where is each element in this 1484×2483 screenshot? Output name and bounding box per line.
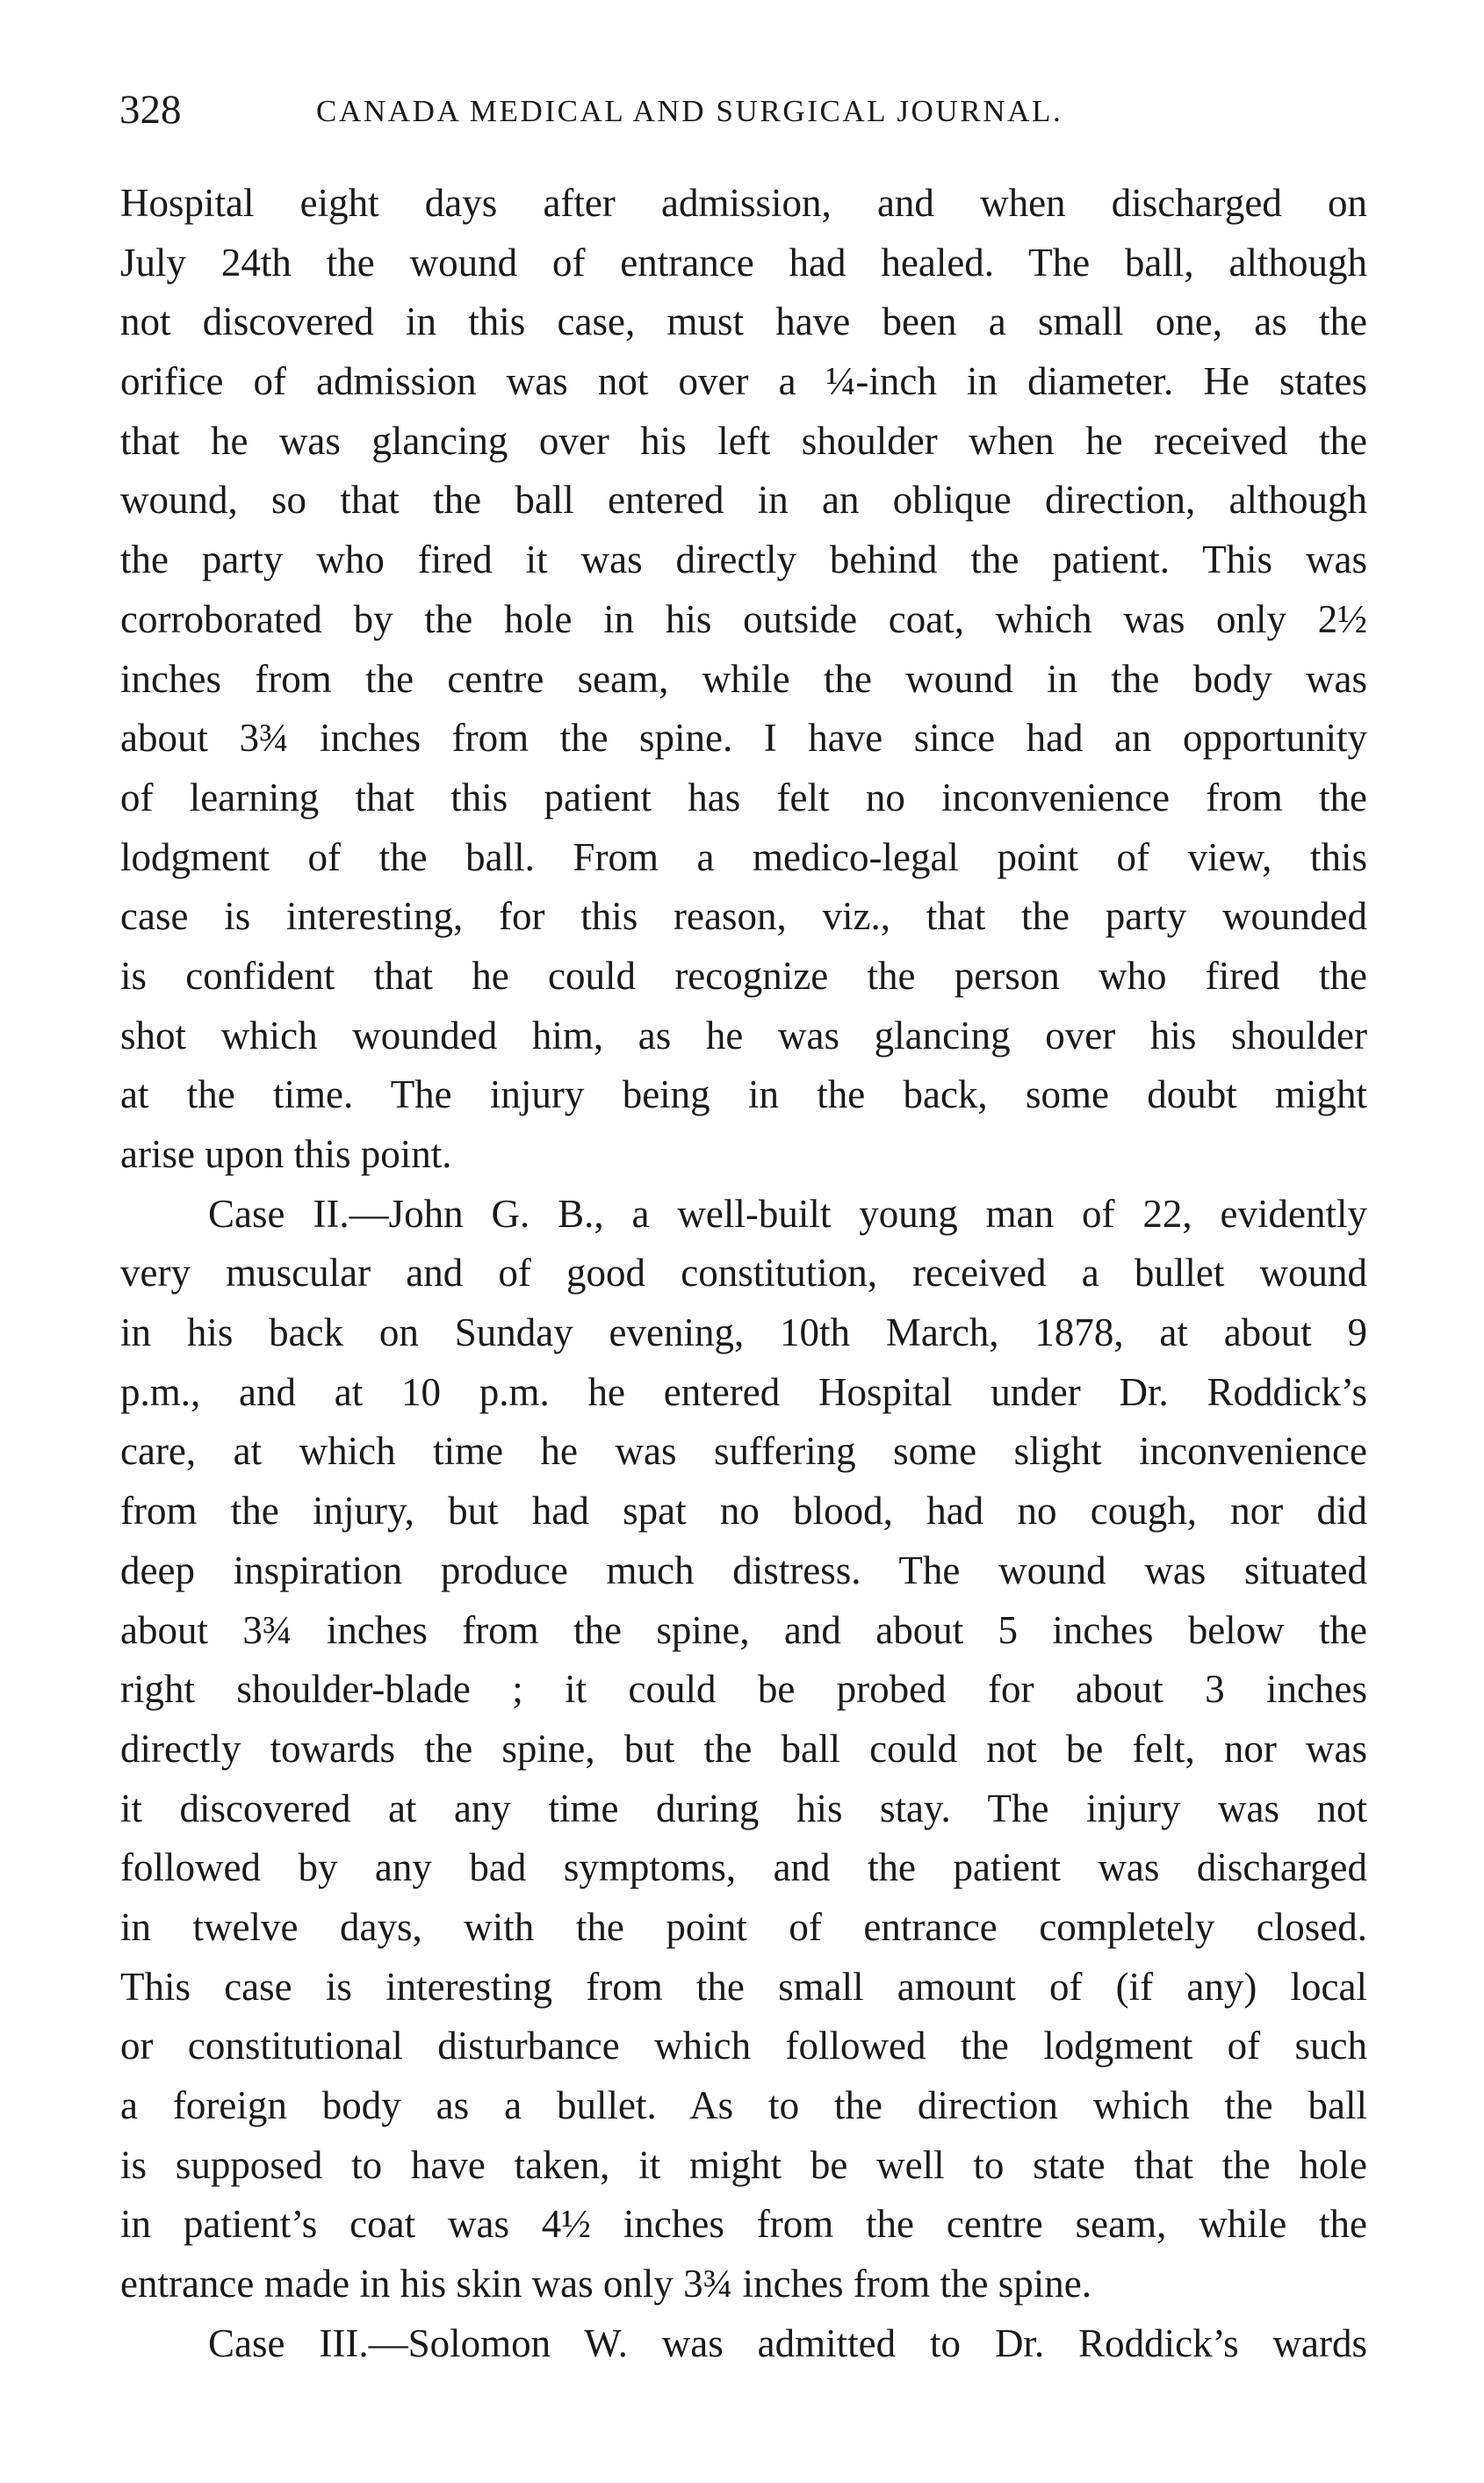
text-line: deep inspiration produce much distress. The wound was situated [120, 1548, 1367, 1592]
text-line: about 3¾ inches from the spine, and about 5 inches below the [120, 1607, 1367, 1652]
text-line: about 3¾ inches from the spine. I have since had an opportunity [120, 716, 1367, 761]
case-heading-line: Case III.—Solomon W. was admitted to Dr. Roddick’s wards [208, 2321, 1367, 2365]
article-body [120, 174, 1367, 2373]
text-line: in patient’s coat was 4½ inches from the centre seam, while the [120, 2202, 1367, 2247]
text-line: July 24th the wound of entrance had healed. The ball, although [120, 240, 1367, 285]
paragraph-end-line: entrance made in his skin was only 3¾ inches from the spine. [120, 2262, 1091, 2306]
text-line: p.m., and at 10 p.m. he entered Hospital under Dr. Roddick’s [120, 1369, 1367, 1414]
text-line: in his back on Sunday evening, 10th March, 1878, at about 9 [120, 1310, 1367, 1355]
text-line: inches from the centre seam, while the wound in the body was [120, 656, 1367, 701]
text-line: This case is interesting from the small amount of (if any) local [120, 1964, 1367, 2009]
text-line: case is interesting, for this reason, viz., that the party wounded [120, 894, 1367, 939]
text-line: orifice of admission was not over a ¼-inch in diameter. He states [120, 359, 1367, 404]
text-line: from the injury, but had spat no blood, had no cough, nor did [120, 1489, 1367, 1534]
text-line: corroborated by the hole in his outside coat, which was only 2½ [120, 596, 1367, 641]
text-line: wound, so that the ball entered in an oblique direction, although [120, 478, 1367, 523]
text-line: very muscular and of good constitution, received a bullet wound [120, 1251, 1367, 1296]
text-line: that he was glancing over his left shoulder when he received the [120, 418, 1367, 463]
page-number: 328 [119, 87, 182, 133]
text-line: is supposed to have taken, it might be well to state that the hole [120, 2142, 1367, 2187]
text-line: the party who fired it was directly behind the patient. This was [120, 538, 1367, 582]
paragraph-end-line: arise upon this point. [120, 1132, 452, 1176]
case-heading-line: Case II.—John G. B., a well-built young man of 22, evidently [208, 1191, 1367, 1236]
text-line: directly towards the spine, but the ball could not be felt, nor was [120, 1726, 1367, 1771]
text-line: at the time. The injury being in the back, some doubt might [120, 1072, 1367, 1117]
text-line: a foreign body as a bullet. As to the direction which the ball [120, 2083, 1367, 2127]
text-line: it discovered at any time during his stay. The injury was not [120, 1786, 1367, 1830]
text-line: care, at which time he was suffering some slight inconvenience [120, 1429, 1367, 1474]
text-line: is confident that he could recognize the person who fired the [120, 953, 1367, 998]
text-line: shot which wounded him, as he was glancing over his shoulder [120, 1013, 1367, 1057]
journal-title: CANADA MEDICAL AND SURGICAL JOURNAL. [316, 94, 1063, 128]
text-line: in twelve days, with the point of entrance completely closed. [120, 1904, 1367, 1949]
text-line: followed by any bad symptoms, and the patient was discharged [120, 1845, 1367, 1890]
text-line: or constitutional disturbance which followed the lodgment of such [120, 2024, 1367, 2068]
text-line: lodgment of the ball. From a medico-legal point of view, this [120, 834, 1367, 879]
running-head [119, 83, 1366, 136]
text-line: of learning that this patient has felt no inconvenience from the [120, 775, 1367, 819]
text-line: not discovered in this case, must have been a small one, as the [120, 300, 1367, 344]
text-line: right shoulder-blade ; it could be probed for about 3 inches [120, 1667, 1367, 1712]
text-line: Hospital eight days after admission, and when discharged on [120, 181, 1367, 225]
